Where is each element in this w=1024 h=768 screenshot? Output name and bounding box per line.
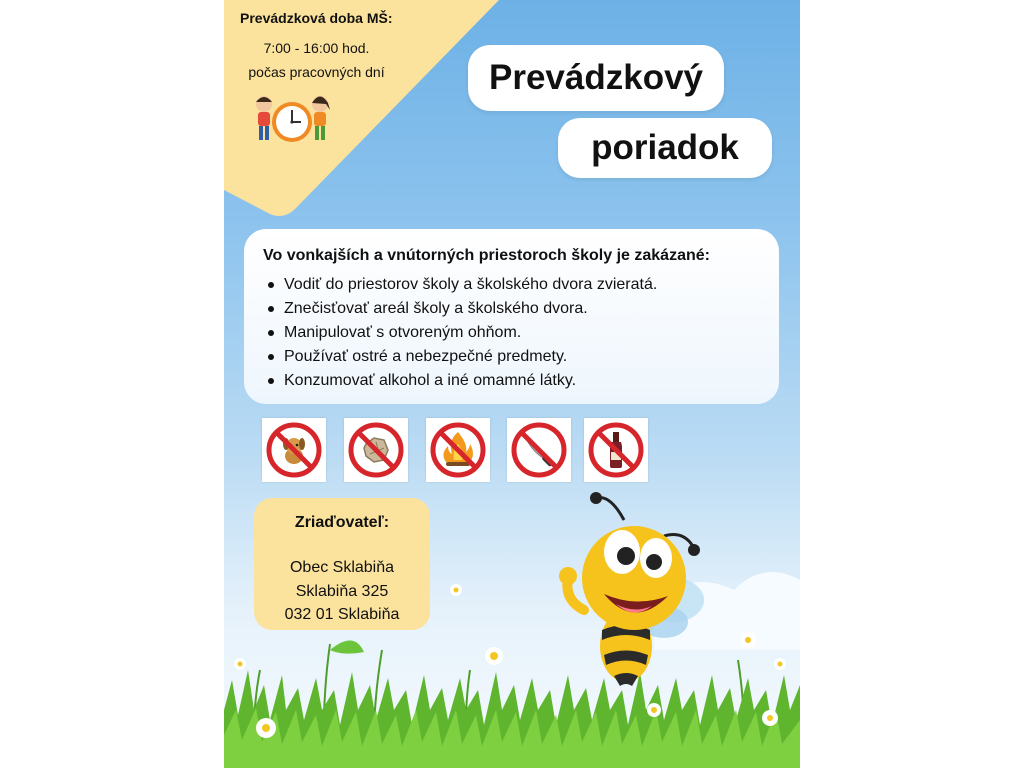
hours-days: počas pracovných dní	[248, 64, 385, 80]
founder-box	[254, 498, 430, 630]
title-line-1: Prevádzkový	[468, 45, 724, 111]
hours-time: 7:00 - 16:00 hod.	[263, 40, 370, 56]
poster	[224, 0, 800, 768]
rules-box	[244, 229, 779, 404]
rule-item: Používať ostré a nebezpečné predmety.	[266, 345, 657, 369]
founder-name: Obec Sklabiňa	[289, 559, 395, 576]
rules-list	[266, 273, 657, 393]
founder-title: Zriaďovateľ:	[294, 514, 390, 531]
rule-item: Konzumovať alkohol a iné omamné látky.	[266, 369, 657, 393]
no-knives-icon	[507, 418, 571, 482]
founder-address: Sklabiňa 325	[295, 583, 389, 600]
no-litter-icon	[344, 418, 408, 482]
no-fire-icon	[426, 418, 490, 482]
no-alcohol-icon	[584, 418, 648, 482]
rule-item: Vodiť do priestorov školy a školského dvora zvieratá.	[266, 273, 657, 297]
rule-item: Manipulovať s otvoreným ohňom.	[266, 321, 657, 345]
hours-title: Prevádzková doba MŠ:	[240, 10, 393, 26]
rule-item: Znečisťovať areál školy a školského dvora.	[266, 297, 657, 321]
title-line-2: poriadok	[558, 118, 772, 178]
rules-heading: Vo vonkajších a vnútorných priestoroch školy je zakázané:	[263, 247, 710, 264]
clock-kids-icon	[252, 90, 332, 150]
founder-postal: 032 01 Sklabiňa	[284, 606, 400, 623]
no-animals-icon	[262, 418, 326, 482]
bee-mascot-icon	[544, 490, 714, 690]
